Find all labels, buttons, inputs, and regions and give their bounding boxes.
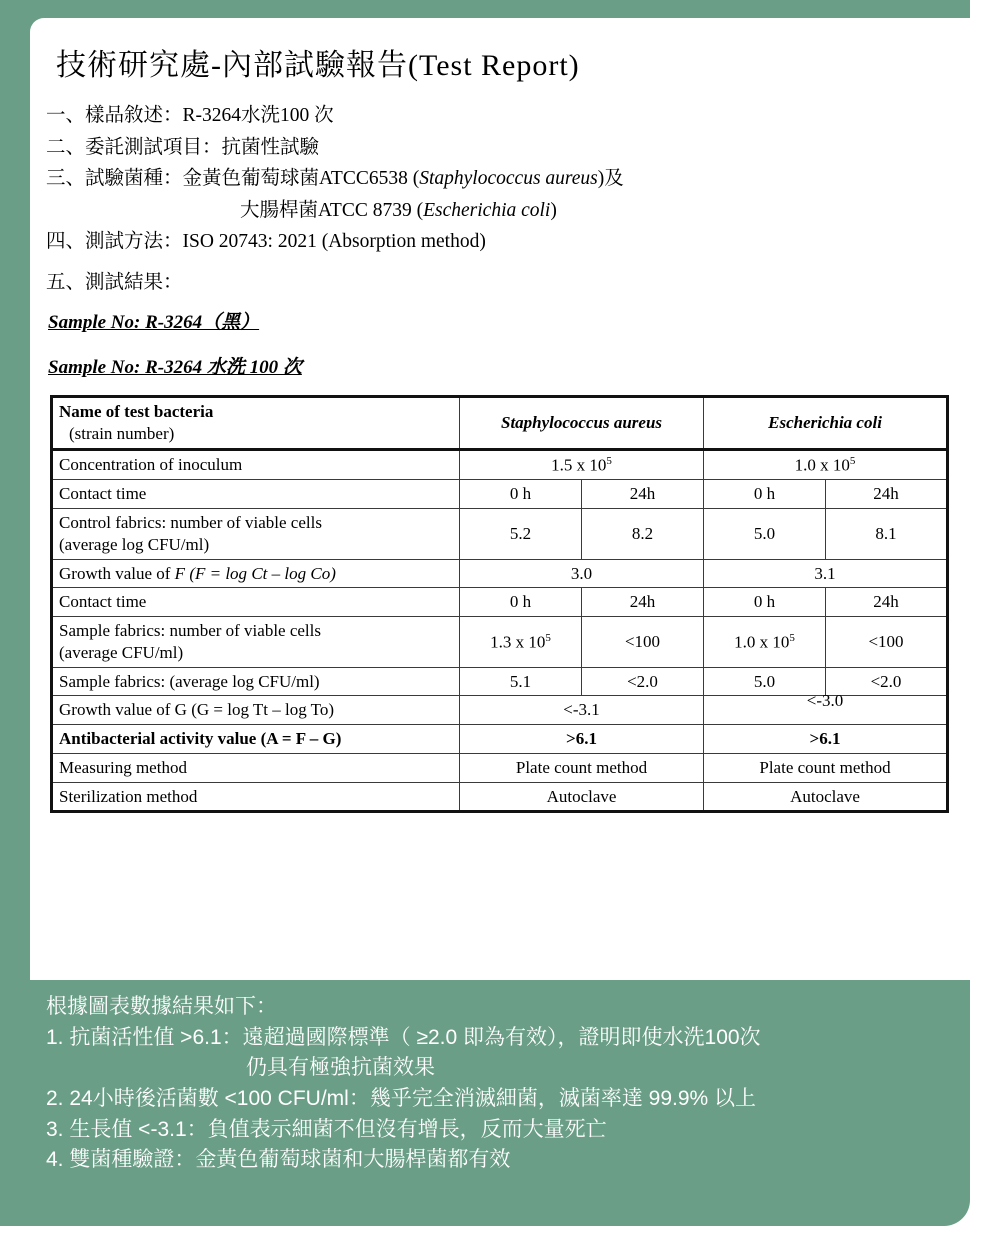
value-sterilization-ec: Autoclave bbox=[704, 782, 948, 812]
value-sample-cfu-ec-0h-mantissa: 1.0 x 10 bbox=[734, 632, 790, 652]
value-sample-log-ec-0h: 5.0 bbox=[704, 667, 826, 696]
name-of-test-bacteria-label: Name of test bacteria bbox=[59, 402, 214, 422]
value-contact-time2-sa-24h: 24h bbox=[582, 588, 704, 617]
conclusion-heading: 根據圖表數據結果如下： bbox=[46, 995, 277, 1018]
table-row-growth-value-f bbox=[52, 559, 948, 588]
value-sample-cfu-ec-0h-exp: 5 bbox=[789, 631, 795, 644]
header-escherichia-coli: Escherichia coli bbox=[704, 397, 948, 450]
cell-name-of-test-bacteria bbox=[52, 397, 460, 450]
value-sample-cfu-ec-24h: <100 bbox=[826, 617, 948, 668]
value-control-sa-24h: 8.2 bbox=[582, 509, 704, 560]
value-concentration-ec-mantissa: 1.0 x 10 bbox=[794, 455, 850, 475]
page-title: 技術研究處-內部試驗報告(Test Report) bbox=[56, 49, 580, 82]
table-row-antibacterial-activity bbox=[52, 725, 948, 754]
table-row-header bbox=[52, 397, 948, 450]
sample-no-2-wrap bbox=[48, 352, 956, 379]
value-concentration-sa bbox=[460, 449, 704, 479]
growth-f-formula-minus: – log bbox=[267, 563, 311, 583]
value-sample-log-sa-24h: <2.0 bbox=[582, 667, 704, 696]
item-test-results bbox=[46, 267, 956, 299]
label-antibacterial-activity-value: Antibacterial activity value (A = F – G) bbox=[52, 725, 460, 754]
item4-value: ISO 20743: 2021 (Absorption method) bbox=[182, 231, 486, 253]
item2-value: 抗菌性試驗 bbox=[221, 136, 320, 158]
conclusion-item-2: 2. 24小時後活菌數 <100 CFU/ml：幾乎完全消滅細菌，滅菌率達 99.9% 以上 bbox=[46, 1086, 757, 1110]
value-sample-log-sa-0h: 5.1 bbox=[460, 667, 582, 696]
value-measuring-ec: Plate count method bbox=[704, 753, 948, 782]
sample-no-black: Sample No: R-3264（黑） bbox=[48, 312, 260, 334]
label-sample-fabrics-cfu bbox=[52, 617, 460, 668]
species-staphylococcus-aureus: Staphylococcus aureus bbox=[419, 168, 598, 190]
growth-f-symbol: F bbox=[174, 563, 186, 583]
value-control-sa-0h: 5.2 bbox=[460, 509, 582, 560]
value-control-ec-0h: 5.0 bbox=[704, 509, 826, 560]
value-measuring-sa: Plate count method bbox=[460, 753, 704, 782]
value-concentration-sa-mantissa: 1.5 x 10 bbox=[551, 455, 607, 475]
table-row-concentration bbox=[52, 449, 948, 479]
conclusion-item-4: 4. 雙菌種驗證：金黃色葡萄球菌和大腸桿菌都有效 bbox=[46, 1148, 511, 1172]
sample-fabrics-line2: (average CFU/ml) bbox=[59, 642, 184, 662]
value-antibacterial-ec: >6.1 bbox=[704, 725, 948, 754]
item-sample-description bbox=[46, 100, 956, 132]
value-growth-f-sa: 3.0 bbox=[460, 559, 704, 588]
label-contact-time-control: Contact time bbox=[52, 480, 460, 509]
conclusion-item-1-continuation: 仍具有極強抗菌效果 bbox=[246, 1056, 435, 1080]
growth-f-formula bbox=[185, 564, 336, 583]
item3-label: 三、試驗菌種： bbox=[46, 168, 183, 190]
value-concentration-sa-exp: 5 bbox=[606, 454, 612, 467]
value-contact-time2-ec-24h: 24h bbox=[826, 588, 948, 617]
label-measuring-method: Measuring method bbox=[52, 753, 460, 782]
conclusion-item-1: 1. 抗菌活性值 >6.1：遠超過國際標準（ ≥2.0 即為有效），證明即使水洗100次 bbox=[46, 1025, 761, 1049]
value-control-ec-24h: 8.1 bbox=[826, 509, 948, 560]
value-growth-g-ec-text: <-3.0 bbox=[806, 691, 844, 711]
growth-f-formula-ct: Ct bbox=[251, 563, 268, 583]
value-contact-time2-sa-0h: 0 h bbox=[460, 588, 582, 617]
item-test-method bbox=[46, 226, 956, 258]
test-results-table bbox=[50, 395, 949, 813]
value-sample-cfu-sa-24h: <100 bbox=[582, 617, 704, 668]
item5-label: 五、測試結果： bbox=[46, 271, 183, 293]
label-contact-time-sample: Contact time bbox=[52, 588, 460, 617]
item-test-project bbox=[46, 132, 956, 164]
table-row-contact-time-sample bbox=[52, 588, 948, 617]
table-row-growth-value-g bbox=[52, 696, 948, 725]
value-antibacterial-sa: >6.1 bbox=[460, 725, 704, 754]
value-contact-time-ec-0h: 0 h bbox=[704, 480, 826, 509]
label-sample-fabrics-log: Sample fabrics: (average log CFU/ml) bbox=[52, 667, 460, 696]
value-concentration-ec-exp: 5 bbox=[849, 454, 856, 467]
item3b-value-prefix: 大腸桿菌ATCC 8739 ( bbox=[240, 199, 424, 221]
value-sample-log-ec-24h: <2.0 bbox=[826, 667, 948, 696]
value-sterilization-sa: Autoclave bbox=[460, 782, 704, 812]
species-escherichia-coli: Escherichia coli bbox=[423, 199, 551, 221]
value-sample-cfu-sa-0h bbox=[460, 617, 582, 668]
value-sample-cfu-sa-0h-mantissa: 1.3 x 10 bbox=[490, 632, 546, 652]
growth-f-formula-open: (F bbox=[185, 563, 206, 583]
table-row-sample-fabrics-cfu bbox=[52, 617, 948, 668]
growth-f-text-pre: Growth value of bbox=[59, 563, 175, 583]
item3-value-prefix: 金黃色葡萄球菌ATCC6538 ( bbox=[182, 168, 420, 190]
document-content bbox=[30, 18, 970, 980]
table-row-measuring-method bbox=[52, 753, 948, 782]
table-row-sterilization-method bbox=[52, 782, 948, 812]
control-fabrics-line1: Control fabrics: number of viable cells bbox=[59, 513, 322, 533]
value-concentration-ec bbox=[704, 449, 948, 479]
growth-f-formula-close: ) bbox=[330, 563, 336, 583]
table-row-contact-time-control bbox=[52, 480, 948, 509]
value-contact-time-ec-24h: 24h bbox=[826, 480, 948, 509]
conclusion-block bbox=[46, 992, 958, 1176]
header-staphylococcus-aureus: Staphylococcus aureus bbox=[460, 397, 704, 450]
item4-label: 四、測試方法： bbox=[46, 231, 183, 253]
growth-f-formula-co: Co bbox=[310, 563, 331, 583]
sample-fabrics-line1: Sample fabrics: number of viable cells bbox=[59, 621, 321, 641]
strain-number-label: (strain number) bbox=[69, 424, 175, 444]
value-growth-g-ec bbox=[704, 691, 948, 725]
value-sample-cfu-sa-0h-exp: 5 bbox=[545, 631, 551, 644]
sample-no-washed-100: Sample No: R-3264 水洗 100 次 bbox=[48, 357, 302, 379]
table-row-control-fabrics bbox=[52, 509, 948, 560]
item3b-value-suffix: ) bbox=[550, 199, 557, 221]
label-control-fabrics bbox=[52, 509, 460, 560]
item-test-strains-second bbox=[240, 195, 956, 227]
item3-value-suffix: )及 bbox=[597, 168, 624, 190]
item1-value: R-3264水洗100 次 bbox=[182, 105, 334, 126]
label-growth-value-f bbox=[52, 559, 460, 588]
conclusion-item-3: 3. 生長值 <-3.1：負值表示細菌不但沒有增長，反而大量死亡 bbox=[46, 1117, 607, 1141]
growth-f-formula-eq: = log bbox=[205, 563, 252, 583]
item-test-strains bbox=[46, 163, 956, 195]
value-sample-cfu-ec-0h bbox=[704, 617, 826, 668]
sample-no-1-wrap bbox=[48, 307, 956, 334]
value-contact-time-sa-0h: 0 h bbox=[460, 480, 582, 509]
value-contact-time2-ec-0h: 0 h bbox=[704, 588, 826, 617]
label-sterilization-method: Sterilization method bbox=[52, 782, 460, 812]
item1-label: 一、樣品敘述： bbox=[46, 105, 183, 126]
label-concentration-of-inoculum: Concentration of inoculum bbox=[52, 449, 460, 479]
value-contact-time-sa-24h: 24h bbox=[582, 480, 704, 509]
value-growth-g-sa: <-3.1 bbox=[460, 696, 704, 725]
item2-label: 二、委託測試項目： bbox=[46, 136, 222, 158]
control-fabrics-line2: (average log CFU/ml) bbox=[59, 534, 210, 554]
value-growth-f-ec: 3.1 bbox=[704, 559, 948, 588]
label-growth-value-g: Growth value of G (G = log Tt – log To) bbox=[52, 696, 460, 725]
